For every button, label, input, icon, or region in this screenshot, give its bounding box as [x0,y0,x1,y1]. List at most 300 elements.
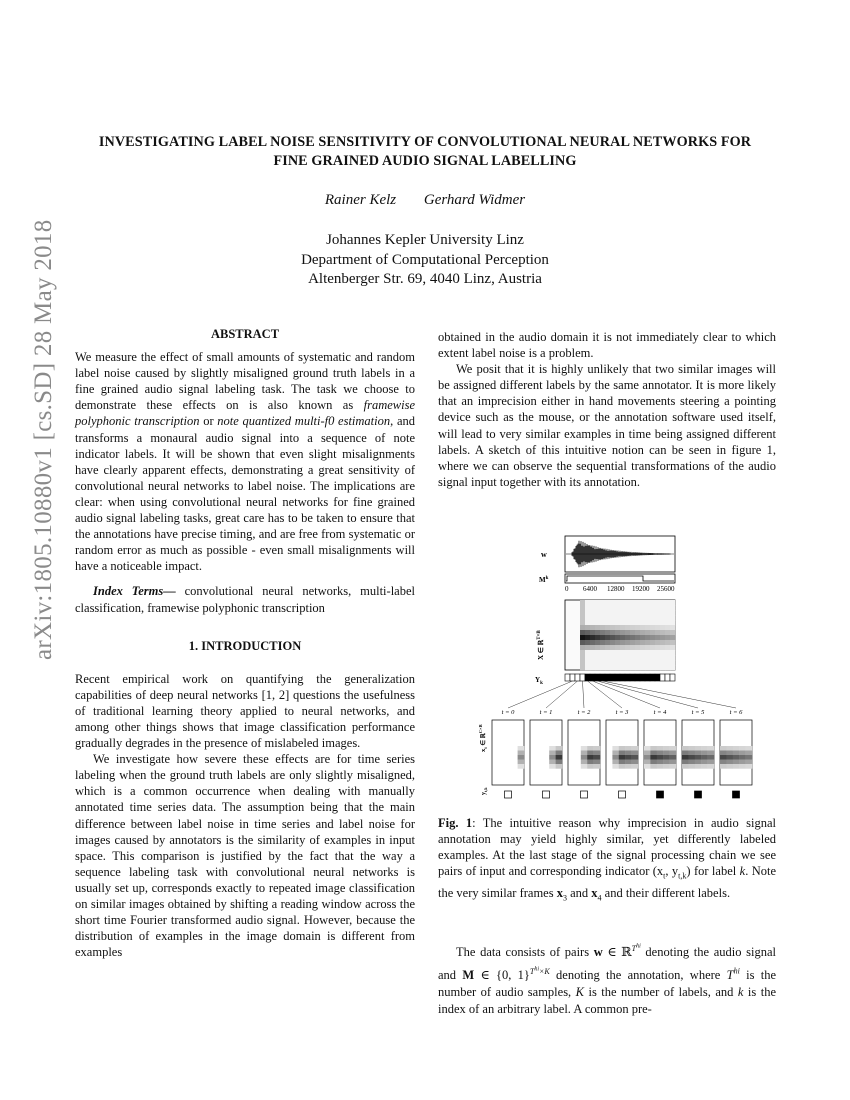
spectrogram-cell [630,665,635,670]
spectrogram-cell [645,625,650,630]
time-axis [565,585,675,593]
spectrogram-cell [635,645,640,650]
spectrogram-cell [585,635,590,640]
spectrogram-cell [635,625,640,630]
spectrogram-cell [600,630,605,635]
frame-cell [726,764,733,769]
frame-cell [632,764,639,769]
spectrogram-cell [615,600,620,605]
label-cell [585,674,590,681]
spectrogram-cell [585,615,590,620]
spectrogram-cell [605,655,610,660]
frame-cell [708,764,715,769]
spectrogram-cell [615,660,620,665]
spectrogram-cell [655,650,660,655]
frame-cell [682,764,689,769]
spectrogram-cell [635,640,640,645]
label-cell [590,674,595,681]
frame-cell [619,755,626,760]
spectrogram-cell [670,660,675,665]
frame-cell [619,760,626,765]
label-cell [570,674,575,681]
frame-cell [612,746,619,751]
spectrogram-cell [615,620,620,625]
intro-heading: 1. INTRODUCTION [188,638,302,653]
spectrogram-cell [670,610,675,615]
spectrogram-cell [605,635,610,640]
spectrogram-cell [640,630,645,635]
spectrogram-cell [590,610,595,615]
frame-cell [518,746,525,751]
spectrogram-cell [600,620,605,625]
spectrogram-cell [670,620,675,625]
frame-cell [688,751,695,756]
spectrogram-cell [650,625,655,630]
frame-cell [612,755,619,760]
spectrogram-cell [600,640,605,645]
frame-cell [587,755,594,760]
frame-cell [556,760,563,765]
spectrogram-cell [640,600,645,605]
spectrogram-cell [615,655,620,660]
spectrogram-cell [655,665,660,670]
label-cell [625,674,630,681]
spectrogram-cell [605,630,610,635]
frame-cell [670,760,677,765]
paper-title: INVESTIGATING LABEL NOISE SENSITIVITY OF CONVOLUTIONAL NEURAL NETWORKS FOR FINE GRAINED AUDIO SIGNAL LABELLING [98,134,752,169]
spectrogram-cell [620,625,625,630]
spectrogram-cell [630,625,635,630]
spectrogram-cell [620,630,625,635]
spectrogram-cell [655,640,660,645]
frame-cell [708,746,715,751]
spectrogram-cell [670,630,675,635]
spectrogram-cell [580,605,585,610]
spectrogram-cell [650,650,655,655]
frame-cell [619,751,626,756]
spectrogram-cell [595,610,600,615]
spectrogram-cell [650,615,655,620]
frame-cell [594,760,601,765]
spectrogram-cell [615,650,620,655]
spectrogram-cell [585,665,590,670]
frame-cell [657,751,664,756]
spectrogram-cell [670,640,675,645]
frame-label-box [619,791,626,798]
spectrogram-cell [580,615,585,620]
frame-cell [720,764,727,769]
spectrogram-cell [650,630,655,635]
affiliation-line-2: Department of Computational Perception [301,251,549,268]
intro-paragraph-2: We investigate how severe these effects are for time series labeling when the ground truth labels are only slightly misaligned, which is a common occurrence when dealing with manually annotated time series data. The assumption being that the main difference between label noise in time series and label noise for images caused by annotators is the similarity of examples in input space. This comparison is justified by the fact that the way a sequence labeling task with convolutional neural networks is usually set up, corresponds exactly to repeated image classification on similar images obtained by shifting a reading window across the short time Fourier transformed audio signal. However, because the distribution of examples in the image domain is different from examples [75,752,415,960]
spectrogram-cell [655,635,660,640]
spectrogram-cell [600,660,605,665]
frame-cell [695,746,702,751]
frame-cell [657,764,664,769]
frame-cell [581,764,588,769]
spectrogram-cell [665,605,670,610]
spectrogram-cell [660,630,665,635]
spectrogram-cell [610,605,615,610]
frame-cell [695,760,702,765]
frame-cell [650,746,657,751]
spectrogram-cell [600,600,605,605]
spectrogram-cell [610,615,615,620]
spectrogram-cell [640,635,645,640]
abstract-heading: ABSTRACT [210,327,280,341]
frame-cell [739,746,746,751]
arxiv-id: arXiv:1805.10880v1 [cs.SD] 28 May 2018 [30,219,57,660]
spectrogram-cell [665,665,670,670]
spectrogram-cell [620,660,625,665]
spectrogram-cell [590,630,595,635]
spectrogram-cell [590,665,595,670]
spectrogram-cell [665,600,670,605]
spectrogram-cell [650,635,655,640]
connector-line [583,681,585,708]
frame-cell [632,760,639,765]
spectrogram-cell [615,665,620,670]
spectrogram-cell [635,660,640,665]
spectrogram-cell [660,665,665,670]
spectrogram-cell [595,625,600,630]
spectrogram-cell [625,620,630,625]
frame-label-box [695,791,702,798]
intro-paragraph-1: Recent empirical work on quantifying the generalization capabilities of deep neural networks [1, 2] questions the usefulness of traditional learning theory applied to neural networks, and among other things shows that image classification performance gradually degrades in the presence of mislabeled images. [75,671,415,751]
spectrogram-cell [625,610,630,615]
frame-cell [739,755,746,760]
spectrogram-cell [665,620,670,625]
spectrogram-cell [605,600,610,605]
frame-cell [670,746,677,751]
spectrogram-cell [630,630,635,635]
spectrogram-cell [590,625,595,630]
spectrogram-cell [650,605,655,610]
spectrogram-cell [640,665,645,670]
frame-cell [549,764,556,769]
spectrogram-cell [620,655,625,660]
spectrogram-cell [595,630,600,635]
spectrogram-cell [665,630,670,635]
spectrogram-cell [650,640,655,645]
left-column [75,326,415,960]
spectrogram-cell [650,660,655,665]
spectrogram-cell [655,620,660,625]
label-cell [670,674,675,681]
spectrogram-cell [670,655,675,660]
spectrogram-cell [585,625,590,630]
frame-cell [549,755,556,760]
ytk-label: $y_{t,k}$ [481,787,488,795]
spectrogram-cell [595,650,600,655]
frame-cell [625,755,632,760]
caption-label: Fig. 1 [438,816,473,830]
spectrogram-cell [605,625,610,630]
spectrogram-cell [580,635,585,640]
frame-cell [726,746,733,751]
spectrogram-cell [605,645,610,650]
spectrogram-cell [630,645,635,650]
spectrogram-cell [635,655,640,660]
label-cell [580,674,585,681]
spectrogram-cell [620,650,625,655]
frame-cell [670,755,677,760]
spectrogram-cell [645,650,650,655]
frame-cell [663,746,670,751]
connector-line [598,681,699,708]
spectrogram-cell [630,605,635,610]
spectrogram-cell [600,645,605,650]
spectrogram-cell [670,665,675,670]
frame-cell [594,755,601,760]
frame-label-box [657,791,664,798]
label-cell [605,674,610,681]
frame-cell [733,764,740,769]
spectrogram-cell [590,655,595,660]
spectrogram-cell [660,610,665,615]
spectrogram-cell [595,615,600,620]
frame-cell [657,755,664,760]
label-cell [640,674,645,681]
frame-cell [632,755,639,760]
frame-cell [644,746,651,751]
spectrogram-cell [595,655,600,660]
frame-cell [587,760,594,765]
spectrogram-cell [660,605,665,610]
spectrogram-cell [660,640,665,645]
frame-cell [746,751,753,756]
spectrogram-cell [635,600,640,605]
label-cell [565,674,570,681]
spectrogram-cell [580,640,585,645]
spectrogram-cell [670,600,675,605]
spectrogram-cell [615,640,620,645]
spectrogram-cell [600,605,605,610]
spectrogram-cell [595,640,600,645]
frame-cell [695,751,702,756]
figure-1 [455,530,743,800]
frame-cell [556,764,563,769]
spectrogram-cell [650,600,655,605]
spectrogram-cell [645,610,650,615]
spectrogram-cell [670,650,675,655]
spectrogram-cell [620,635,625,640]
spectrogram-cell [595,665,600,670]
frame-cell [644,764,651,769]
spectrogram-cell [590,640,595,645]
frame-cell [708,760,715,765]
spectrogram-cell [605,620,610,625]
frame-cell [556,746,563,751]
frame-cell [746,755,753,760]
frame-cell [739,764,746,769]
spectrogram-cell [615,635,620,640]
connector-line [593,681,661,708]
spectrogram-cell [620,640,625,645]
spectrogram-cell [590,660,595,665]
spectrogram-cell [610,645,615,650]
frame-cell [733,755,740,760]
index-terms: Index Terms— convolutional neural networks, multi-label classification, framewise polyphonic transcription [75,584,415,615]
spectrogram-cell [645,630,650,635]
label-cell [665,674,670,681]
frame-cell [644,751,651,756]
frame-cell [518,755,525,760]
spectrogram-cell [640,645,645,650]
spectrogram-cell [590,620,595,625]
spectrogram-cell [665,610,670,615]
frame-cell [701,755,708,760]
spectrogram-cell [650,610,655,615]
spectrogram-cell [625,645,630,650]
frame-cell [644,755,651,760]
spectrogram-cell [640,615,645,620]
data-paragraph: The data consists of pairs w ∈ ℝ$^{T^{hi}}$ denoting the audio signal and M ∈ {0, 1}$^{T^{hi}\times K}$ denoting the annotation, where $T^{hi}$ is the number of audio samples, K is the number of labels, and k is the index of an arbitrary label. A common pre- [438,943,776,1017]
label-cell [595,674,600,681]
spectrogram-cell [625,640,630,645]
spectrogram-cell [660,645,665,650]
spectrogram-cell [615,605,620,610]
spectrogram-cell [660,650,665,655]
spectrogram-cell [630,600,635,605]
frame-cell [581,755,588,760]
spectrogram-cell [605,615,610,620]
frame-cell [518,764,525,769]
frame-cell [549,751,556,756]
spectrogram-cell [615,645,620,650]
spectrogram-cell [635,620,640,625]
spectrogram-cell [650,620,655,625]
frame-cell [556,755,563,760]
spectrogram-cell [585,640,590,645]
spectrogram-cell [635,665,640,670]
spectrogram-cell [640,640,645,645]
connector-line [603,681,737,708]
spectrogram-cell [660,600,665,605]
spectrogram-cell [625,655,630,660]
affiliation-line-1: Johannes Kepler University Linz [326,232,524,248]
tick-4: 25600 [657,585,675,593]
spectrogram-cell [610,660,615,665]
spectrogram-cell [580,620,585,625]
frame-time-label: t = 0 [501,709,515,716]
spectrogram-cell [580,655,585,660]
frame-cell [695,764,702,769]
frame-cell [746,746,753,751]
spectrogram-cell [620,610,625,615]
spectrogram-cell [615,610,620,615]
spectrogram-cell [600,625,605,630]
spectrogram-cell [660,655,665,660]
spectrogram-cell [600,610,605,615]
label-cell [635,674,640,681]
label-cell [600,674,605,681]
spectrogram-cell [625,605,630,610]
spectrogram-cell [620,645,625,650]
spectrogram-cell [665,650,670,655]
spectrogram [580,600,675,670]
spectrogram-cell [650,655,655,660]
spectrogram-cell [620,665,625,670]
spectrogram-cell [640,650,645,655]
frame-cell [739,751,746,756]
label-cell [630,674,635,681]
frame-cell [644,760,651,765]
label-cell [660,674,665,681]
spectrogram-cell [600,650,605,655]
spectrogram-cell [635,610,640,615]
spectrogram-cell [660,620,665,625]
spectrogram-cell [635,630,640,635]
label-cell [620,674,625,681]
y-label: $Y_k$ [535,676,543,686]
tick-2: 12800 [607,585,625,593]
spectrogram-cell [635,605,640,610]
spectrogram-cell [595,600,600,605]
frame-cell [733,760,740,765]
frame-cell [663,755,670,760]
frame-cell [581,746,588,751]
spectrogram-cell [665,660,670,665]
spectrogram-cell [620,600,625,605]
label-cell [575,674,580,681]
frame-cell [670,764,677,769]
waveform [566,541,674,567]
figure-1-svg [455,530,743,800]
frame-cell [701,751,708,756]
frame-cell [720,755,727,760]
figure-caption: Fig. 1: The intuitive reason why imprecision in audio signal annotation may yield highly similar, yet differently labeled examples. At the last stage of the signal processing chain we see pairs of input and corresponding indicator ($x_t$, $y_{t,k}$) for label k. Note the very similar frames $x_3$ and $x_4$ and their different labels. [438,816,777,903]
frame-time-label: t = 3 [615,709,629,716]
spectrogram-cell [615,625,620,630]
frame-time-label: t = 1 [539,709,553,716]
spectrogram-cell [660,615,665,620]
spectrogram-cell [650,665,655,670]
spectrogram-cell [590,600,595,605]
frame-cell [556,751,563,756]
spectrogram-cell [665,645,670,650]
frame-cell [733,751,740,756]
spectrogram-cell [635,650,640,655]
frame-cell [650,760,657,765]
right-column [438,329,776,490]
frame-cell [549,760,556,765]
frame-cell [587,746,594,751]
spectrogram-cell [610,630,615,635]
spectrogram-cell [630,640,635,645]
spectrogram-cell [600,635,605,640]
spectrogram-cell [590,615,595,620]
spectrogram-cell [625,665,630,670]
spectrogram-cell [595,660,600,665]
frame-cell [726,760,733,765]
spectrogram-cell [580,650,585,655]
tick-3: 19200 [632,585,650,593]
spectrogram-cell [615,630,620,635]
spectrogram-cell [655,630,660,635]
author-2: Gerhard Widmer [423,192,526,208]
spectrogram-cell [625,600,630,605]
frame-cell [625,764,632,769]
spectrogram-cell [585,600,590,605]
spectrogram-cell [655,625,660,630]
frame-cell [688,760,695,765]
spectrogram-cell [630,660,635,665]
spectrogram-cell [665,640,670,645]
spectrogram-cell [655,605,660,610]
frame-cell [612,751,619,756]
frame-cell [587,751,594,756]
